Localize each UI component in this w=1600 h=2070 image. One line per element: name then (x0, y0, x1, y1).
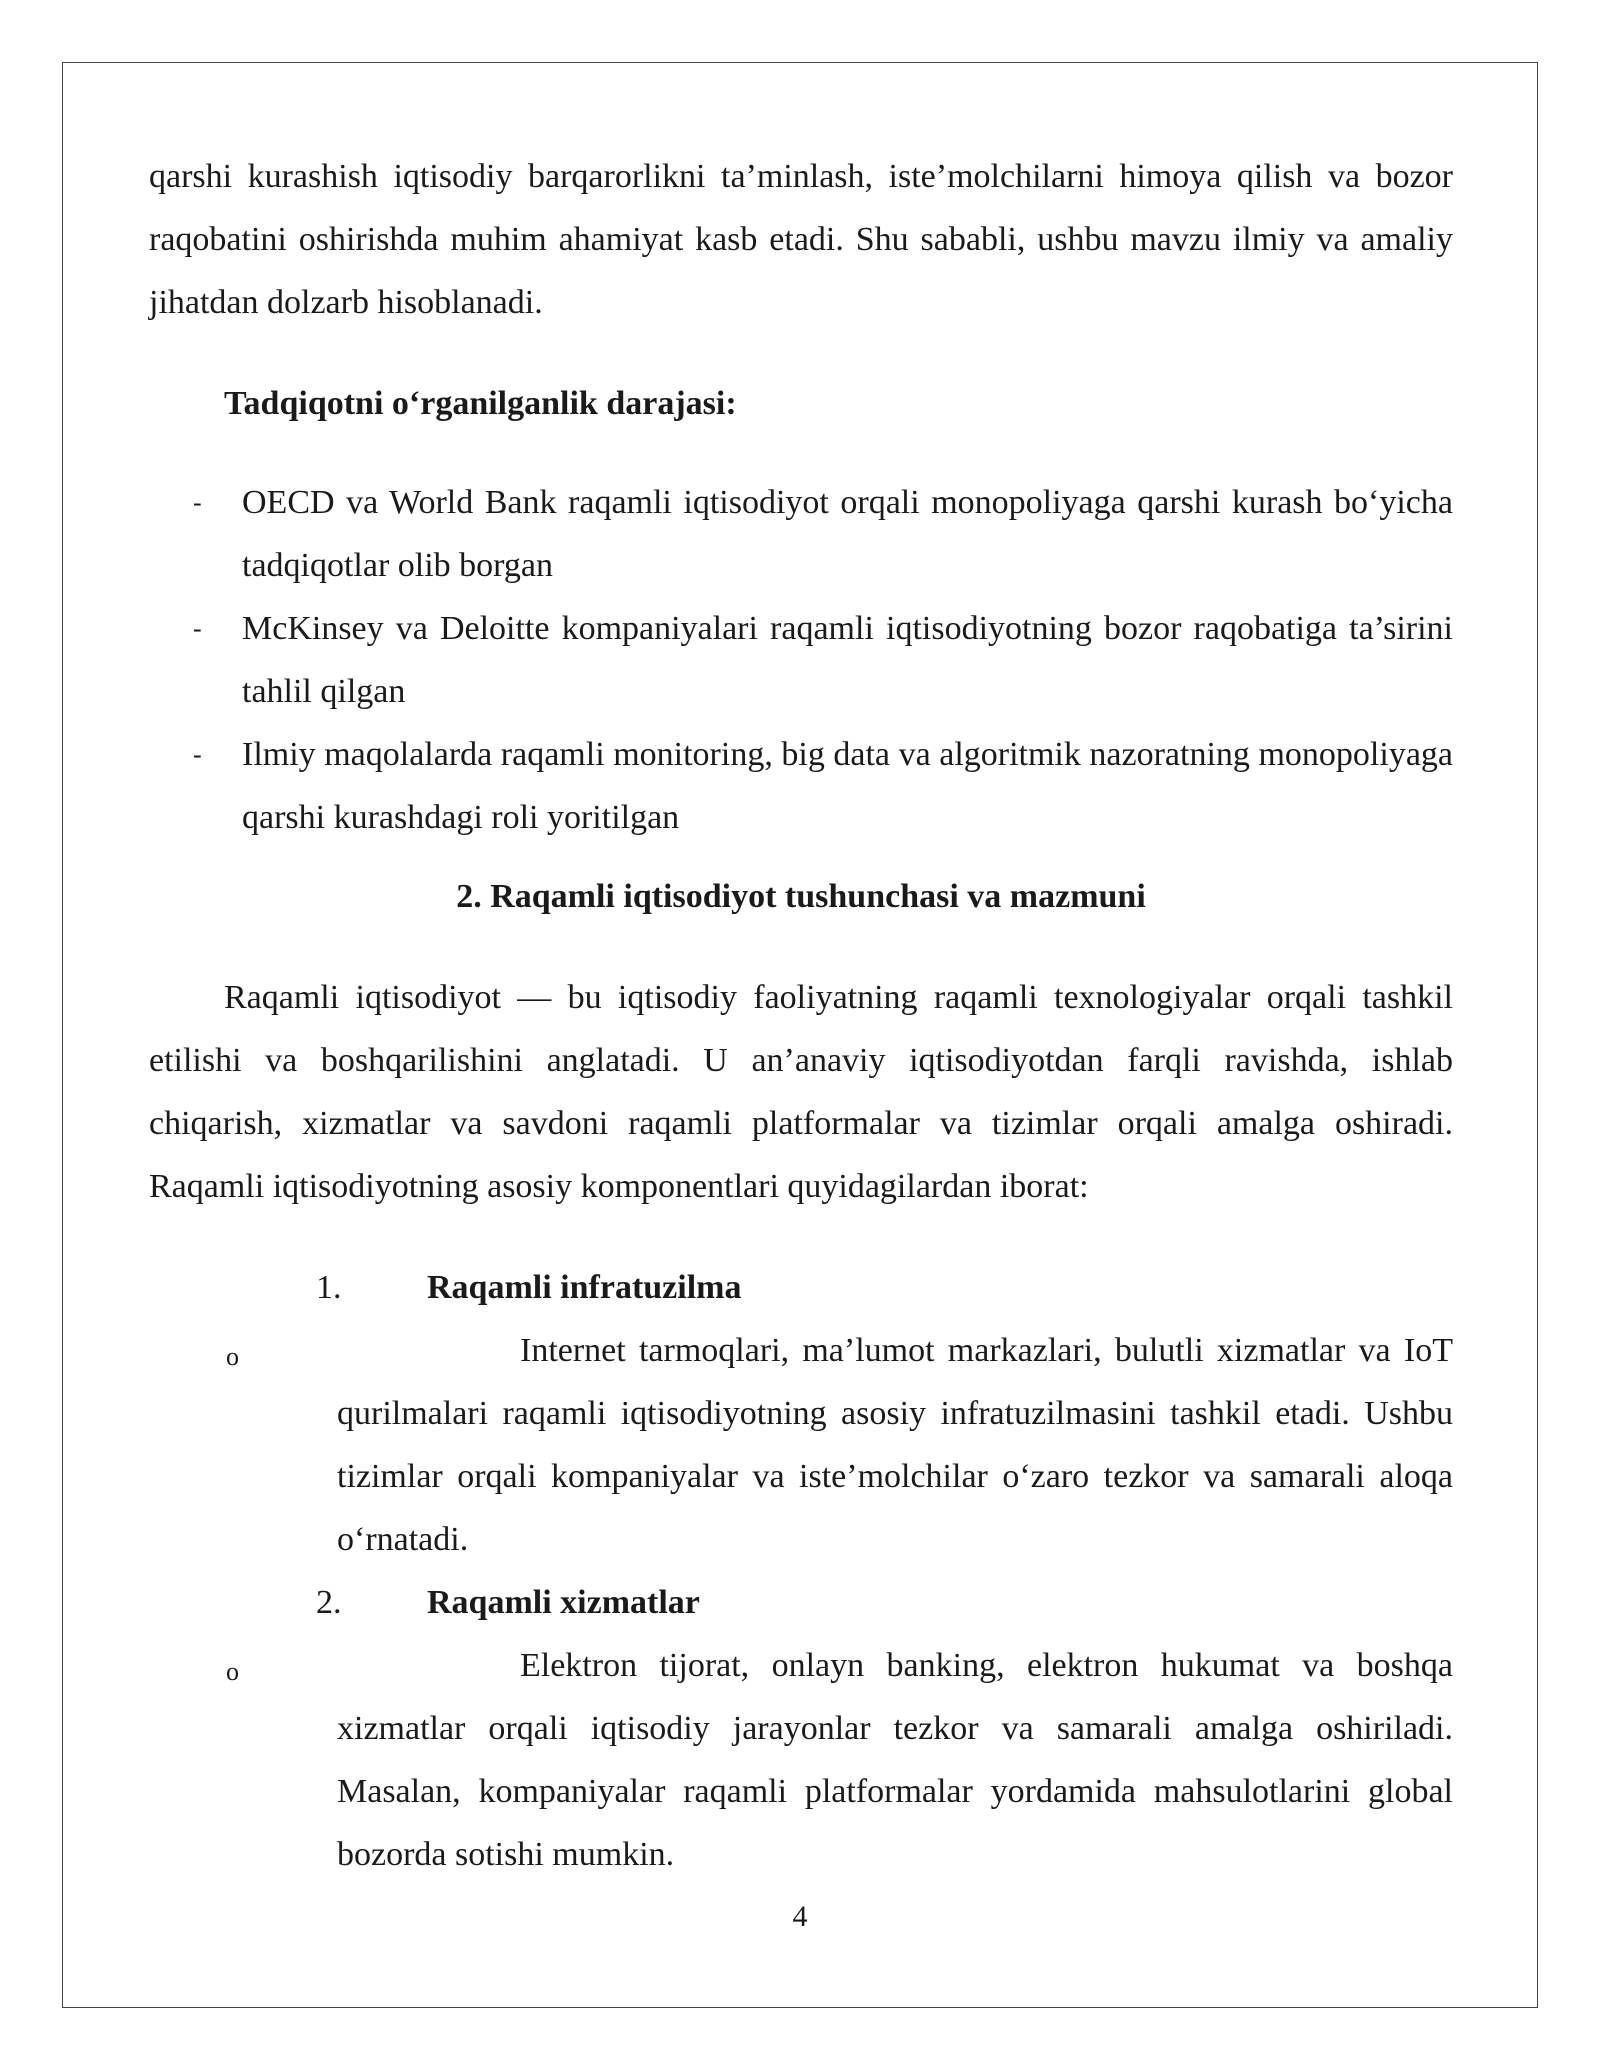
component-description-text: Internet tarmoqlari, ma’lumot markazlari, bulutli xizmatlar va IoT qurilmalari raqamli iqtisodiyotning asosiy infratuzilmasini tashkil etadi. Ushbu tizimlar orqali kompaniyalar va iste’molchilar o‘zaro tezkor va samarali aloqa o‘rnatadi. (337, 1332, 1453, 1558)
components-list (149, 1256, 1453, 1886)
list-item-text: OECD va World Bank raqamli iqtisodiyot orqali monopoliyaga qarshi kurash bo‘yicha tadqiqotlar olib borgan (242, 484, 1453, 584)
circle-bullet: o (226, 1657, 239, 1686)
component-description (149, 1319, 1453, 1571)
component-number: 2. (316, 1584, 342, 1621)
dash-bullet: - (193, 488, 202, 517)
component-number: 1. (316, 1269, 342, 1306)
study-level-heading: Tadqiqotni o‘rganilganlik darajasi: (224, 385, 737, 422)
component-title (149, 1571, 1453, 1634)
component-title-text: Raqamli infratuzilma (427, 1269, 742, 1306)
component-title-text: Raqamli xizmatlar (427, 1584, 700, 1621)
list-item (149, 723, 1453, 849)
list-item-text: Ilmiy maqolalarda raqamli monitoring, big data va algoritmik nazoratning monopoliyaga qarshi kurashdagi roli yoritilgan (242, 736, 1453, 836)
list-item-text: McKinsey va Deloitte kompaniyalari raqamli iqtisodiyotning bozor raqobatiga ta’sirini tahlil qilgan (242, 610, 1453, 710)
section-paragraph: Raqamli iqtisodiyot — bu iqtisodiy faoliyatning raqamli texnologiyalar orqali tashkil etilishi va boshqarilishini anglatadi. U an’anaviy iqtisodiyotdan farqli ravishda, ishlab chiqarish, xizmatlar va savdoni raqamli platformalar va tizimlar orqali amalga oshiradi. Raqamli iqtisodiyotning asosiy komponentlari quyidagilardan iborat: (149, 979, 1453, 1205)
section-heading: 2. Raqamli iqtisodiyot tushunchasi va mazmuni (456, 878, 1146, 915)
page-number: 4 (792, 1900, 808, 1933)
study-level-list (149, 471, 1453, 849)
circle-bullet: o (226, 1342, 239, 1371)
component-title (149, 1256, 1453, 1319)
component-description (149, 1634, 1453, 1886)
component-description-text: Elektron tijorat, onlayn banking, elektron hukumat va boshqa xizmatlar orqali iqtisodiy jarayonlar tezkor va samarali amalga oshiriladi. Masalan, kompaniyalar raqamli platformalar yordamida mahsulotlarini global bozorda sotishi mumkin. (337, 1647, 1453, 1873)
list-item (149, 471, 1453, 597)
dash-bullet: - (193, 614, 202, 643)
intro-paragraph: qarshi kurashish iqtisodiy barqarorlikni ta’minlash, iste’molchilarni himoya qilish va bozor raqobatini oshirishda muhim ahamiyat kasb etadi. Shu sababli, ushbu mavzu ilmiy va amaliy jihatdan dolzarb hisoblanadi. (149, 158, 1453, 321)
list-item (149, 597, 1453, 723)
dash-bullet: - (193, 740, 202, 769)
page-content (149, 145, 1453, 1886)
